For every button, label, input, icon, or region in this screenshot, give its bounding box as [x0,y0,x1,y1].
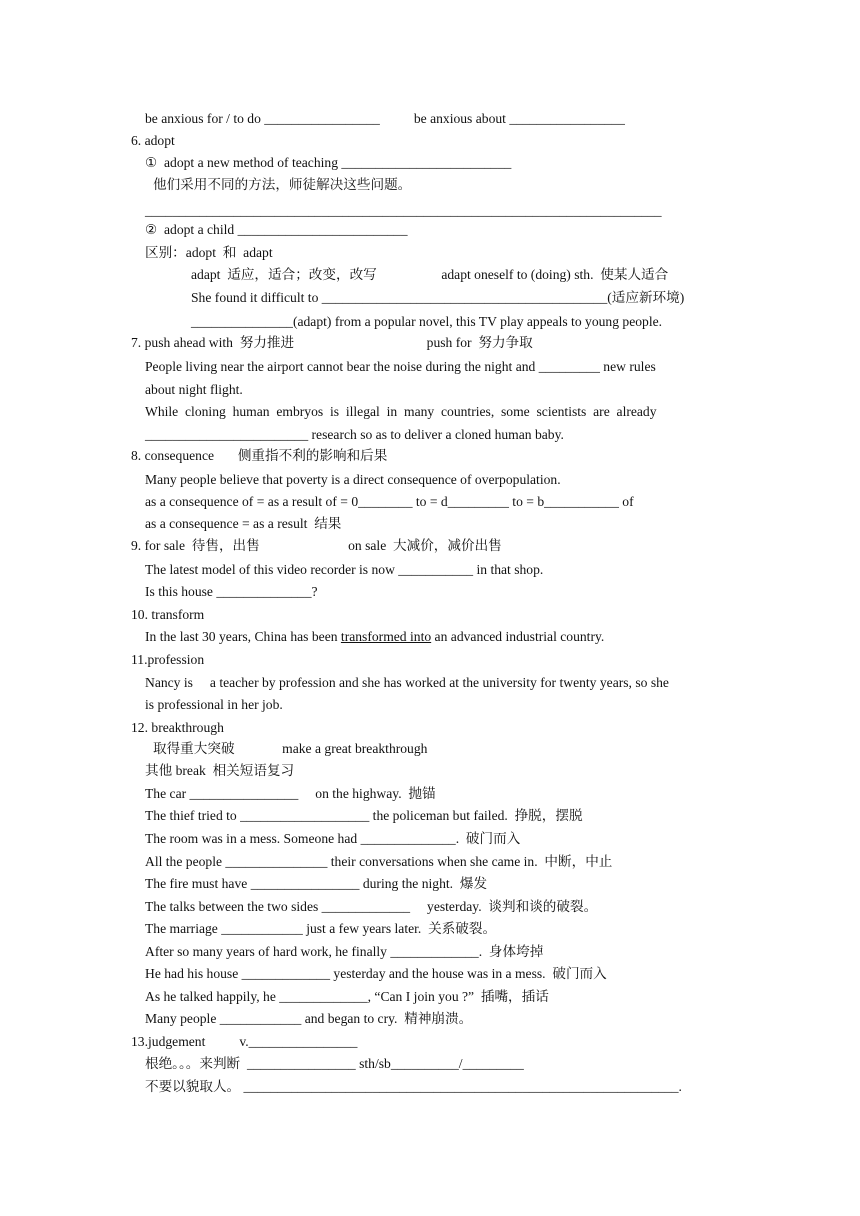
text-line: Many people believe that poverty is a direct consequence of overpopulation. [145,472,561,487]
text-line: The latest model of this video recorder is now ___________ in that shop. [145,562,544,577]
item-heading: 6. adopt [131,133,175,148]
text-line: 根绝。。。来判断 ________________ sth/sb__________/_________ [145,1056,524,1071]
item-heading: 11.profession [131,652,205,667]
underlined-phrase: transformed into [340,629,432,644]
text-line: adapt 适应，适合；改变，改写 adapt oneself to (doing) sth. 使某人适合 [191,267,669,282]
text-line: ① adopt a new method of teaching _________________________ [145,155,512,170]
text-line: Nancy is a teacher by profession and she has worked at the university for twenty years, so she [145,675,669,690]
text-line: be anxious for / to do _________________ be anxious about _________________ [145,111,625,126]
text-segment: In the last 30 years, China has been [145,629,341,644]
text-line: is professional in her job. [145,697,283,712]
text-segment: an advanced industrial country. [431,629,605,644]
text-line: She found it difficult to __________________________________________(适应新环境) [191,290,685,305]
item-heading: 9. for sale 待售，出售 on sale 大减价，减价出售 [131,538,502,553]
text-line: He had his house _____________ yesterday and the house was in a mess. 破门而入 [145,966,607,981]
text-line: After so many years of hard work, he finally _____________. 身体垮掉 [145,944,544,959]
item-heading: 13.judgement v.________________ [131,1034,358,1049]
text-line [145,629,604,645]
text-line: The marriage ____________ just a few years later. 关系破裂。 [145,921,497,936]
text-line: While cloning human embryos is illegal in many countries, some scientists are already [145,404,657,419]
text-line: about night flight. [145,382,243,397]
text-line: Is this house ______________? [145,584,318,599]
text-line: 取得重大突破 make a great breakthrough [153,741,428,756]
text-line: 区别：adopt 和 adapt [145,245,273,260]
text-line: People living near the airport cannot bear the noise during the night and _________ new rules [145,359,656,374]
text-line: ② adopt a child _________________________ [145,222,408,237]
item-heading: 7. push ahead with 努力推进 push for 努力争取 [131,335,533,350]
text-line: _______________(adapt) from a popular novel, this TV play appeals to young people. [191,314,663,329]
text-line: as a consequence of = as a result of = 0________ to = d_________ to = b___________ of [145,494,634,509]
text-line: The car ________________ on the highway. 抛锚 [145,786,436,801]
item-heading: 12. breakthrough [131,720,224,735]
text-line: 他们采用不同的方法，师徒解决这些问题。 [153,177,412,192]
text-line: The thief tried to ___________________ the policeman but failed. 挣脱，摆脱 [145,808,583,823]
text-line: The fire must have ________________ during the night. 爆发 [145,876,488,891]
text-line: 不要以貌取人。 ________________________________________________________________. [145,1079,682,1094]
answer-blank-line: ____________________________________________________________________________ [145,203,662,218]
text-line: The talks between the two sides _____________ yesterday. 谈判和谈的破裂。 [145,899,598,914]
text-line: 其他 break 相关短语复习 [145,763,295,778]
text-line: ________________________ research so as to deliver a cloned human baby. [145,427,564,442]
text-line: As he talked happily, he _____________, “Can I join you ?” 插嘴，插话 [145,989,549,1004]
text-line: All the people _______________ their conversations when she came in. 中断，中止 [145,854,613,869]
item-heading: 10. transform [131,607,205,622]
text-line: The room was in a mess. Someone had ______________. 破门而入 [145,831,521,846]
text-line: Many people ____________ and began to cry. 精神崩溃。 [145,1011,473,1026]
text-line: as a consequence = as a result 结果 [145,516,342,531]
item-heading: 8. consequence 侧重指不利的影响和后果 [131,448,388,463]
